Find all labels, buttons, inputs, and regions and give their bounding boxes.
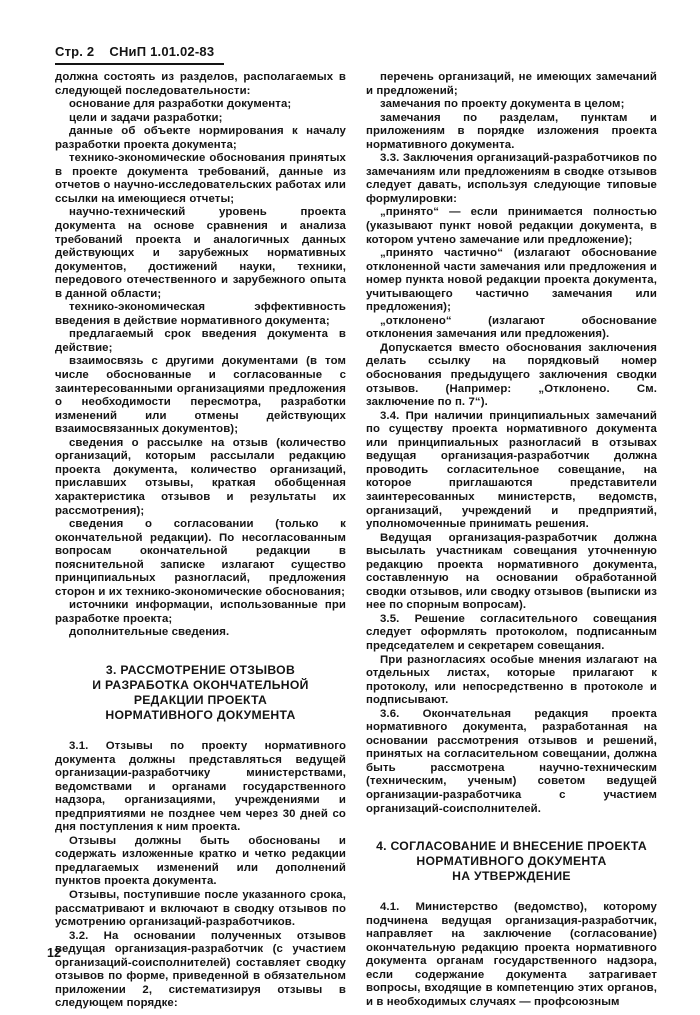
paragraph: Ведущая организация-разработчик должна высылать участникам совещания уточненную редакцию проекта нормативного документа, составленную на основании обработанной сводки отзывов, или сводку отзывов (выписки из нее по спорным вопросам). bbox=[366, 531, 657, 612]
paragraph: 3.4. При наличии принципиальных замечаний по существу проекта нормативного документа или принципиальных разногласий в отзывах ведущая организация-разработчик должна проводить согласительное совещание, на которое приглашаются представители заинтересованных министерств, ведомств, организаций, учреждений и предприятий, уполномоченные принимать решения. bbox=[366, 409, 657, 531]
paragraph: замечания по проекту документа в целом; bbox=[380, 98, 625, 111]
paragraph: дополнительные сведения. bbox=[69, 626, 230, 639]
paragraph: технико-экономические обоснования принятых в проекте документа требований, данные из отчетов о научно-исследовательских работах или ссылки на имеющиеся отчеты; bbox=[55, 152, 346, 205]
paragraph: Отзывы, поступившие после указанного срока, рассматривают и включают в сводку отзывов по усмотрению организаций-разработчиков. bbox=[55, 888, 346, 929]
paragraph: 3.5. Решение согласительного совещания следует оформлять протоколом, подписанным председателем и секретарем совещания. bbox=[366, 612, 657, 652]
paragraph: 4.1. Министерство (ведомство), которому подчинена ведущая организация-разработчик, направляет на заключение (согласование) окончательную редакцию проекта нормативного документа органам государственного надзора, если содержание документа затрагивает вопросы, входящие в компетенцию этих органов, и в необходимых случаях — профсоюзным bbox=[366, 901, 657, 1008]
section-heading-line: НА УТВЕРЖДЕНИЕ bbox=[452, 869, 571, 884]
paragraph: „принято частично“ (излагают обоснование отклоненной части замечания или предложения и номер пункта новой редакции проекта документа, учитывающего частично замечания или предложения); bbox=[366, 247, 657, 314]
paragraph: сведения о рассылке на отзыв (количество организаций, которым рассылали редакцию проекта документа, количество организаций, приславших отзывы, краткая обобщенная характеристика отзывов и результаты их рассмотрения); bbox=[55, 436, 346, 517]
section-heading-line: НОРМАТИВНОГО ДОКУМЕНТА bbox=[416, 854, 607, 869]
paragraph: взаимосвязь с другими документами (в том числе обоснованные и согласованные с заинтересованными организациями предложения о необходимости пересмотра, разработки изменений или отмены действующих взаимосвязанных документов); bbox=[55, 355, 346, 436]
paragraph: замечания по разделам, пунктам и приложениям в порядке изложения проекта нормативного документа. bbox=[366, 111, 657, 151]
paragraph: сведения о согласовании (только к окончательной редакции). По несогласованным вопросам окончательной редакции в пояснительной записке излагают существо принципиальных разногласий, предложения сторон и их технико-экономические обоснования; bbox=[55, 518, 346, 598]
paragraph: основание для разработки документа; bbox=[69, 98, 292, 111]
section-heading-line: И РАЗРАБОТКА ОКОНЧАТЕЛЬНОЙ bbox=[92, 677, 309, 692]
paragraph: При разногласиях особые мнения излагают на отдельных листах, которые прилагают к протоколу, или непосредственно в протоколе и подписывают. bbox=[366, 653, 657, 707]
left-column bbox=[55, 71, 346, 1011]
running-header-doc-code: СНиП 1.01.02-83 bbox=[109, 44, 215, 59]
section-heading bbox=[366, 839, 657, 884]
page-number: 12 bbox=[47, 946, 61, 960]
paragraph: научно-технический уровень проекта документа на основе сравнения и анализа требований проекта и аналогичных данных действующих и зарубежных нормативных документов, достижений науки, техники, передового отечественного и зарубежного опыта в данной области; bbox=[55, 206, 346, 300]
paragraph: источники информации, использованные при разработке проекта; bbox=[55, 599, 346, 625]
paragraph: 3.2. На основании полученных отзывов ведущая организация-разработчик (с участием организаций-соисполнителей) составляет сводку отзывов по форме, приведенной в обязательном приложении 2, систематизируя отзывы в следующем порядке: bbox=[55, 929, 346, 1010]
section-heading bbox=[55, 663, 346, 723]
paragraph: цели и задачи разработки; bbox=[69, 111, 223, 124]
paragraph: 3.6. Окончательная редакция проекта нормативного документа, разработанная на основании рассмотрения отзывов и решений, принятых на согласительном совещании, должна быть рассмотрена научно-техническим (техническим, ученым) советом ведущей организации-разработчика с участием организаций-соисполнителей. bbox=[366, 707, 657, 815]
paragraph: „принято“ — если принимается полностью (указывают пункт новой редакции документа, в котором учтено замечание или предложение); bbox=[366, 206, 657, 246]
paragraph: перечень организаций, не имеющих замечаний и предложений; bbox=[366, 71, 657, 97]
section-heading-line: 3. РАССМОТРЕНИЕ ОТЗЫВОВ bbox=[105, 662, 296, 677]
section-heading-line: РЕДАКЦИИ ПРОЕКТА bbox=[133, 692, 268, 707]
section-heading-line: 4. СОГЛАСОВАНИЕ И ВНЕСЕНИЕ ПРОЕКТА bbox=[376, 839, 647, 854]
paragraph: „отклонено“ (излагают обоснование отклонения замечания или предложения). bbox=[366, 314, 657, 341]
paragraph: 3.1. Отзывы по проекту нормативного документа должны представляться ведущей организации-разработчику министерствами, ведомствами и органами государственного надзора, организациями, учреждениями и предприятиями не позднее чем через 30 дней со дня поступления к ним проекта. bbox=[55, 739, 346, 834]
paragraph: предлагаемый срок введения документа в действие; bbox=[55, 328, 346, 354]
running-header bbox=[55, 44, 224, 65]
right-column bbox=[366, 71, 657, 1009]
section-heading-line: НОРМАТИВНОГО ДОКУМЕНТА bbox=[105, 707, 296, 722]
paragraph: Допускается вместо обоснования заключения делать ссылку на порядковый номер обоснования предыдущего заключения сводки отзывов. (Например: „Отклонено. См. заключение по п. 7“). bbox=[366, 341, 657, 409]
paragraph: данные об объекте нормирования к началу разработки проекта документа; bbox=[55, 125, 346, 151]
running-header-page-label: Стр. 2 bbox=[55, 44, 95, 59]
paragraph: должна состоять из разделов, располагаемых в следующей последовательности: bbox=[55, 71, 346, 97]
paragraph: 3.3. Заключения организаций-разработчиков по замечаниям или предложениям в сводке отзывов следует давать, используя следующие типовые формулировки: bbox=[366, 152, 657, 205]
paragraph: Отзывы должны быть обоснованы и содержать изложенные кратко и четко редакции предлагаемых изменений или дополнений пунктов проекта документа. bbox=[55, 834, 346, 888]
paragraph: технико-экономическая эффективность введения в действие нормативного документа; bbox=[55, 301, 346, 327]
